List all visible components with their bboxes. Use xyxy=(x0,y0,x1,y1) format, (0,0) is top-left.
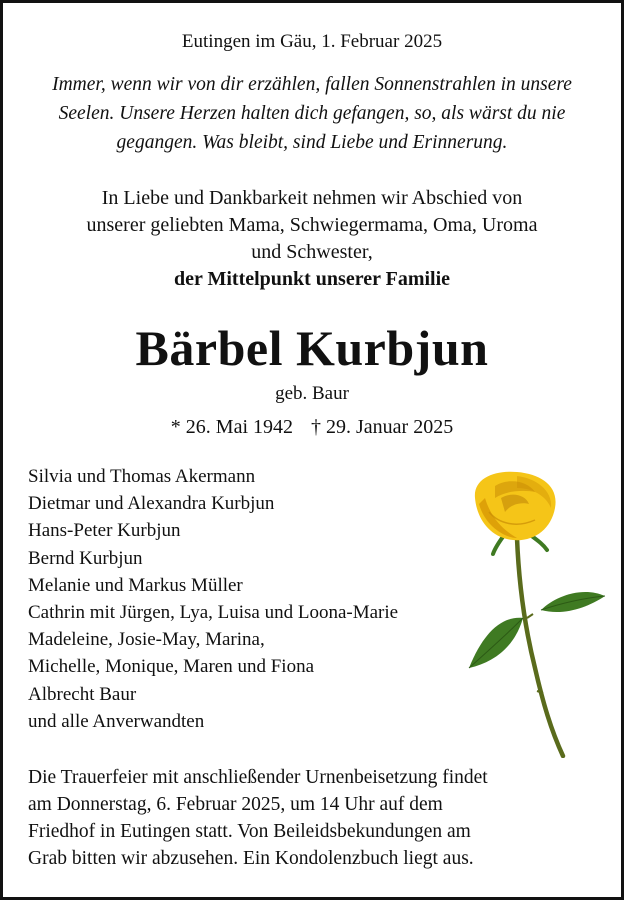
mourners-list xyxy=(28,463,508,735)
mourner-line: Madeleine, Josie-May, Marina, xyxy=(28,629,265,651)
life-dates xyxy=(0,414,624,440)
notice-line: Die Trauerfeier mit anschließender Urnenbeisetzung findet xyxy=(28,767,488,788)
place-date: Eutingen im Gäu, 1. Februar 2025 xyxy=(181,31,443,52)
farewell-intro xyxy=(0,185,624,293)
mourner-line: Michelle, Monique, Maren und Fiona xyxy=(28,656,315,678)
mourner-line: Albrecht Baur xyxy=(28,683,137,705)
funeral-notice xyxy=(28,764,598,872)
memorial-quote xyxy=(0,70,624,157)
intro-emphasis: der Mittelpunkt unserer Familie xyxy=(173,268,451,290)
quote-line: Seelen. Unsere Herzen halten dich gefangen, so, als wärst du nie xyxy=(58,103,566,124)
intro-line: In Liebe und Dankbarkeit nehmen wir Abschied von xyxy=(101,187,523,209)
intro-line: und Schwester, xyxy=(251,241,373,263)
deceased-name: Bärbel Kurbjun xyxy=(135,320,489,376)
notice-line: Grab bitten wir abzusehen. Ein Kondolenzbuch liegt aus. xyxy=(28,848,474,869)
mourner-line: Bernd Kurbjun xyxy=(28,547,143,569)
intro-line: unserer geliebten Mama, Schwiegermama, Oma, Uroma xyxy=(86,214,538,236)
mourner-line: Dietmar und Alexandra Kurbjun xyxy=(28,493,275,515)
mourner-line: und alle Anverwandten xyxy=(28,710,205,732)
mourner-line: Melanie und Markus Müller xyxy=(28,574,243,596)
maiden-name: geb. Baur xyxy=(275,383,349,404)
yellow-rose-icon xyxy=(455,468,610,758)
birth-date: * 26. Mai 1942 xyxy=(170,416,293,438)
notice-line: am Donnerstag, 6. Februar 2025, um 14 Uhr auf dem xyxy=(28,794,443,815)
quote-line: gegangen. Was bleibt, sind Liebe und Erinnerung. xyxy=(116,132,508,153)
mourner-line: Hans-Peter Kurbjun xyxy=(28,520,181,542)
quote-line: Immer, wenn wir von dir erzählen, fallen Sonnenstrahlen in unsere xyxy=(52,74,572,95)
mourner-line: Cathrin mit Jürgen, Lya, Luisa und Loona-Marie xyxy=(28,602,399,624)
notice-line: Friedhof in Eutingen statt. Von Beileidsbekundungen am xyxy=(28,821,471,842)
death-date: † 29. Januar 2025 xyxy=(311,416,454,438)
mourner-line: Silvia und Thomas Akermann xyxy=(28,466,256,487)
